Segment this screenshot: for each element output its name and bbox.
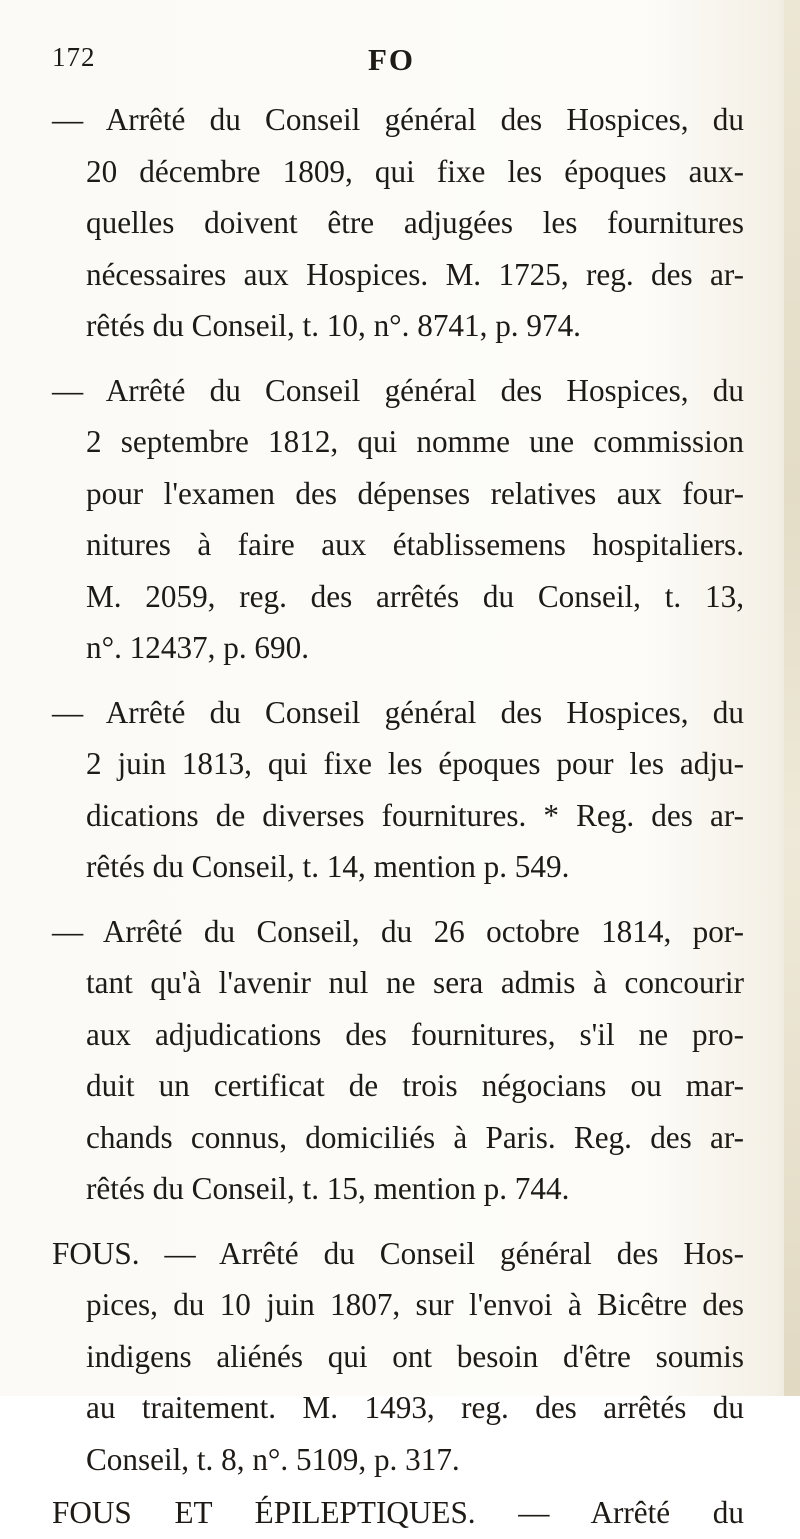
text-line: FOUS. — Arrêté du Conseil général des Hos- [52, 1235, 744, 1271]
entry-fous [52, 1228, 744, 1486]
text-line: pour l'examen des dépenses relatives aux four- [86, 475, 744, 511]
text-line: tant qu'à l'avenir nul ne sera admis à concourir [86, 965, 744, 1000]
text-line: pices, du 10 juin 1807, sur l'envoi à Bicêtre des [86, 1287, 744, 1322]
text-line: au traitement. M. 1493, reg. des arrêtés du [86, 1390, 744, 1425]
running-head-word: FO [368, 42, 416, 77]
entry-arrete-1814 [52, 906, 744, 1215]
text-line: 2 septembre 1812, qui nomme une commission [86, 424, 744, 459]
text-line: aux adjudications des fournitures, s'il ne pro- [86, 1016, 744, 1052]
text-line: n°. 12437, p. 690. [86, 630, 309, 665]
text-line: 2 juin 1813, qui fixe les époques pour les adju- [86, 746, 744, 781]
text-line: 20 décembre 1809, qui fixe les époques aux- [86, 153, 744, 189]
text-line: nitures à faire aux établissemens hospitaliers. [86, 527, 744, 562]
text-line: — Arrêté du Conseil général des Hospices, du [52, 694, 744, 730]
text-block [52, 94, 744, 1539]
text-line: — Arrêté du Conseil général des Hospices, du [52, 102, 744, 137]
text-line: Conseil, t. 8, n°. 5109, p. 317. [86, 1441, 460, 1477]
text-line: rêtés du Conseil, t. 10, n°. 8741, p. 974. [86, 308, 581, 343]
text-line: quelles doivent être adjugées les fournitures [86, 205, 744, 240]
text-line: rêtés du Conseil, t. 15, mention p. 744. [86, 1171, 570, 1206]
entry-arrete-1812 [52, 365, 744, 674]
entry-arrete-1813 [52, 687, 744, 893]
page-number: 172 [52, 42, 96, 72]
text-line: dications de diverses fournitures. * Reg. des ar- [86, 797, 744, 833]
text-line: indigens aliénés qui ont besoin d'être soumis [86, 1338, 744, 1374]
text-line: — Arrêté du Conseil, du 26 octobre 1814, por- [52, 913, 744, 949]
text-line: M. 2059, reg. des arrêtés du Conseil, t. 13, [86, 578, 744, 614]
text-line: — Arrêté du Conseil général des Hospices, du [52, 372, 744, 408]
text-line: duit un certificat de trois négocians ou mar- [86, 1068, 744, 1103]
text-line: chands connus, domiciliés à Paris. Reg. des ar- [86, 1119, 744, 1155]
entry-heading-fous-et-epileptiques: FOUS ET ÉPILEPTIQUES. — Arrêté du [52, 1495, 744, 1530]
text-line: rêtés du Conseil, t. 14, mention p. 549. [86, 849, 570, 884]
text-line: nécessaires aux Hospices. M. 1725, reg. des ar- [86, 256, 744, 292]
entry-arrete-1809 [52, 94, 744, 352]
page-edge-shadow [784, 0, 800, 1396]
running-head [52, 42, 752, 82]
